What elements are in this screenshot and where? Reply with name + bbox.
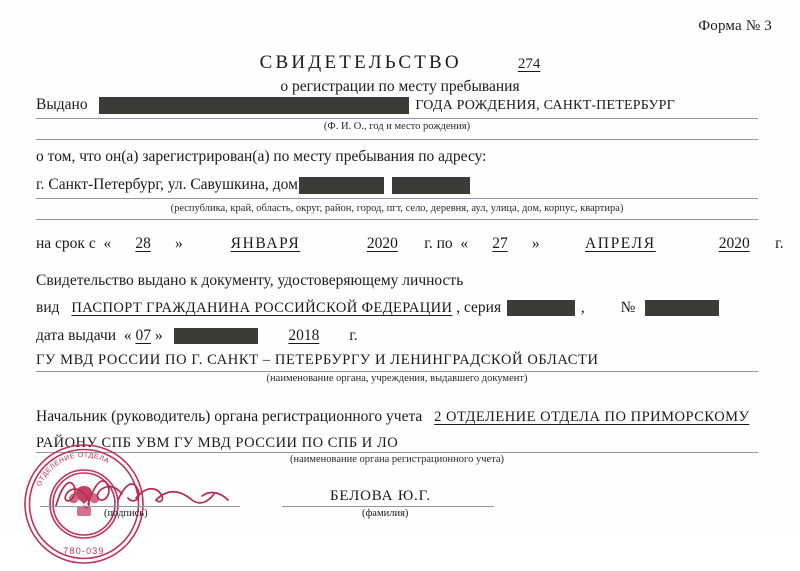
id-doc-date-label: дата выдачи	[36, 327, 117, 344]
redaction-block-series	[507, 300, 575, 316]
stamp-bottom-text: 780-039	[63, 546, 105, 556]
address-text: г. Санкт-Петербург, ул. Савушкина, дом	[36, 176, 298, 193]
redaction-block-number	[645, 300, 719, 316]
rule-signature	[40, 506, 240, 507]
id-doc-date-g: г.	[349, 327, 358, 344]
id-doc-number-label: №	[620, 299, 636, 316]
term-to-year: 2020	[718, 235, 750, 252]
title-block	[0, 52, 800, 96]
redaction-block-apartment	[392, 177, 470, 194]
quote-open-1: «	[99, 235, 112, 252]
chief-label: Начальник (руководитель) органа регистрационного учета	[36, 408, 423, 425]
rule-name	[282, 506, 494, 507]
address-row	[36, 176, 470, 194]
id-doc-kind-value: ПАСПОРТ ГРАЖДАНИНА РОССИЙСКОЙ ФЕДЕРАЦИИ	[71, 300, 453, 316]
rule-authority	[36, 371, 758, 372]
id-doc-kind-label: вид	[36, 299, 60, 316]
redaction-block-house	[299, 177, 384, 194]
term-prefix: на срок с	[36, 235, 96, 252]
rule-issued	[36, 118, 758, 119]
id-doc-date-row	[36, 327, 358, 345]
quote-close-2: »	[531, 235, 544, 252]
id-doc-date-day: 07	[135, 327, 151, 344]
svg-text:ОТДЕЛЕНИЕ ОТДЕЛА: ОТДЕЛЕНИЕ ОТДЕЛА	[35, 451, 111, 488]
quote-open-2: «	[456, 235, 469, 252]
term-g-2: г.	[775, 235, 784, 252]
quote-open-3: «	[119, 327, 132, 344]
chief-row	[36, 408, 749, 426]
term-middle: по	[436, 235, 453, 252]
rule-address-2	[36, 219, 758, 220]
rule-fio	[36, 139, 758, 140]
term-g-1: г.	[424, 235, 433, 252]
term-from-year: 2020	[366, 235, 398, 252]
form-number-label: Форма № 3	[698, 18, 772, 34]
term-from-day: 28	[135, 235, 151, 252]
redaction-block-date-month	[174, 328, 258, 344]
id-doc-intro: Свидетельство выдано к документу, удостоверяющему личность	[36, 272, 464, 289]
term-to-month: АПРЕЛЯ	[585, 235, 656, 252]
registered-statement: о том, что он(а) зарегистрирован(а) по месту пребывания по адресу:	[36, 148, 487, 165]
caption-name: (фамилия)	[362, 508, 409, 519]
page-subtitle: о регистрации по месту пребывания	[280, 78, 520, 95]
id-doc-date-year: 2018	[288, 327, 320, 344]
term-to-day: 27	[492, 235, 508, 252]
rule-address-1	[36, 198, 758, 199]
issued-label: Выдано	[36, 96, 88, 113]
caption-signature: (подпись)	[104, 508, 148, 519]
signatory-name: БЕЛОВА Ю.Г.	[330, 488, 431, 504]
chief-value-line-2: РАЙОНУ СПБ УВМ ГУ МВД РОССИИ ПО СПБ И ЛО	[36, 435, 399, 451]
redaction-block-name	[99, 97, 409, 114]
chief-value-line-1: 2 ОТДЕЛЕНИЕ ОТДЕЛА ПО ПРИМОРСКОМУ	[434, 409, 750, 425]
caption-authority: (наименование органа, учреждения, выдавшего документ)	[266, 373, 528, 384]
page-title: СВИДЕТЕЛЬСТВО	[259, 52, 462, 73]
comma-after-series: ,	[580, 299, 585, 316]
certificate-number: 274	[517, 56, 541, 72]
issuing-authority: ГУ МВД РОССИИ ПО Г. САНКТ – ПЕТЕРБУРГУ И ЛЕНИНГРАДСКОЙ ОБЛАСТИ	[36, 352, 599, 368]
caption-address: (республика, край, область, округ, район, город, пгт, село, деревня, аул, улица, дом, корпус, квартира)	[170, 203, 624, 214]
term-from-month: ЯНВАРЯ	[230, 235, 301, 252]
quote-close-1: »	[174, 235, 187, 252]
caption-chief: (наименование органа регистрационного учета)	[289, 454, 505, 465]
issued-to-row	[36, 96, 758, 114]
caption-fio: (Ф. И. О., год и место рождения)	[323, 121, 471, 132]
issued-tail-text: ГОДА РОЖДЕНИЯ, САНКТ-ПЕТЕРБУРГ	[415, 98, 675, 113]
id-doc-kind-row	[36, 299, 719, 317]
id-doc-series-label: , серия	[456, 299, 502, 316]
quote-close-3: »	[154, 327, 163, 344]
term-row	[36, 235, 784, 253]
